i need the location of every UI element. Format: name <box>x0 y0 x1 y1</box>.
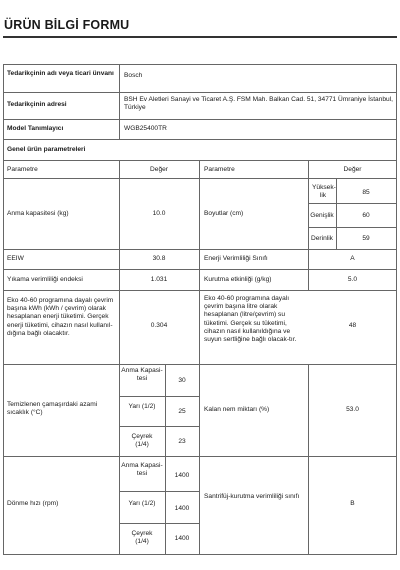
rinsing-value: 5.0 <box>347 276 358 283</box>
divider <box>3 249 397 250</box>
moisture-label: Kalan nem miktarı (%) <box>204 406 270 413</box>
energy-consumption-label: Eko 40-60 programına dayalı çevrim başına kWh (kWh / çevrim) olarak hesaplanan enerji tüketimi. Gerçek enerji tüketimi, cihazın nasıl kullanıl-dığına bağlı olacaktır. <box>7 297 114 337</box>
capacity-label: Anma kapasitesi (kg) <box>7 210 69 217</box>
height-label: Yüksek-lik <box>312 184 336 200</box>
value-header: Değer <box>150 166 168 173</box>
value-header: Değer <box>343 166 362 173</box>
dimensions-label: Boyutlar (cm) <box>204 210 244 217</box>
divider <box>119 491 199 492</box>
width-value: 60 <box>362 212 370 219</box>
divider <box>308 160 309 290</box>
temperature-quarter-value: 23 <box>178 438 186 445</box>
rinsing-label: Kurutma etkinliği (g/kg) <box>204 276 272 283</box>
page-title: ÜRÜN BİLGİ FORMU <box>4 18 130 32</box>
divider <box>3 139 397 140</box>
divider <box>308 203 397 204</box>
divider <box>396 64 397 555</box>
divider <box>3 364 397 365</box>
temperature-quarter-label: Çeyrek (1/4) <box>131 433 153 449</box>
model-value: WGB25400TR <box>124 125 167 132</box>
supplier-address-value: BSH Ev Aletleri Sanayi ve Ticaret A.Ş. FSM Mah. Balkan Cad. 51, 34771 Ümraniye İstanbul, Türkiye <box>124 96 394 112</box>
divider <box>3 269 397 270</box>
spin-speed-label: Dönme hızı (rpm) <box>7 500 59 507</box>
divider <box>3 456 397 457</box>
divider <box>119 64 120 139</box>
spin-rated-value: 1400 <box>174 472 190 479</box>
energy-class-value: A <box>350 255 355 262</box>
energy-class-label: Enerji Verimliliği Sınıfı <box>204 255 268 262</box>
water-consumption-label: Eko 40-60 programına dayalı çevrim başına litre olarak hesaplanan (litre/çevrim) su tüketimi. Gerçek su tüketimi, cihazın nasıl kullanıldığına ve suyun sertliğine bağlı olacak-tır. <box>204 295 297 344</box>
divider <box>119 160 120 555</box>
spin-quarter-value: 1400 <box>174 535 190 542</box>
section-heading: Genel ürün parametreleri <box>7 146 86 153</box>
divider <box>3 290 397 291</box>
supplier-name-label: Tedarikçinin adı veya ticari ünvanı <box>7 70 114 77</box>
spin-class-value: B <box>350 500 355 507</box>
divider <box>3 119 397 120</box>
divider <box>119 523 199 524</box>
divider <box>165 364 166 555</box>
washing-index-value: 1.031 <box>150 276 168 283</box>
temperature-label: Temizlenen çamaşırdaki azami sıcaklık (°C) <box>7 401 98 417</box>
spin-quarter-label: Çeyrek (1/4) <box>131 530 153 546</box>
water-consumption-value: 48 <box>348 322 357 329</box>
moisture-value: 53.0 <box>346 406 359 413</box>
washing-index-label: Yıkama verimliliği endeksi <box>7 276 83 283</box>
spin-rated-label: Anma Kapasi-tesi <box>121 462 163 478</box>
title-underline <box>3 36 397 38</box>
divider <box>119 396 199 397</box>
temperature-rated-label: Anma Kapasi-tesi <box>121 367 163 383</box>
divider <box>3 178 397 179</box>
divider <box>199 160 200 555</box>
divider <box>308 227 397 228</box>
temperature-rated-value: 30 <box>178 377 186 384</box>
spin-half-label: Yarı (1/2) <box>128 500 156 507</box>
supplier-name-value: Bosch <box>124 72 143 79</box>
height-value: 85 <box>362 189 370 196</box>
param-header: Parametre <box>204 166 235 173</box>
supplier-address-label: Tedarikçinin adresi <box>7 101 67 108</box>
eeiw-value: 30.8 <box>152 255 166 262</box>
param-header: Parametre <box>7 166 38 173</box>
capacity-value: 10.0 <box>152 210 166 217</box>
divider <box>119 426 199 427</box>
divider <box>308 364 309 555</box>
depth-label: Derinlik <box>311 235 333 242</box>
temperature-half-label: Yarı (1/2) <box>128 403 156 410</box>
spin-class-label: Santrifüj-kurutma verimliliği sınıfı <box>204 493 300 500</box>
eeiw-label: EEIW <box>7 255 24 262</box>
energy-consumption-value: 0.304 <box>150 322 168 329</box>
spin-half-value: 1400 <box>174 505 190 512</box>
model-label: Model Tanımlayıcı <box>7 125 64 132</box>
divider <box>3 554 397 555</box>
divider <box>3 64 4 555</box>
divider <box>3 160 397 161</box>
depth-value: 59 <box>362 235 370 242</box>
temperature-half-value: 25 <box>178 408 186 415</box>
divider <box>3 92 397 93</box>
width-label: Genişlik <box>310 212 334 219</box>
divider <box>3 64 397 65</box>
